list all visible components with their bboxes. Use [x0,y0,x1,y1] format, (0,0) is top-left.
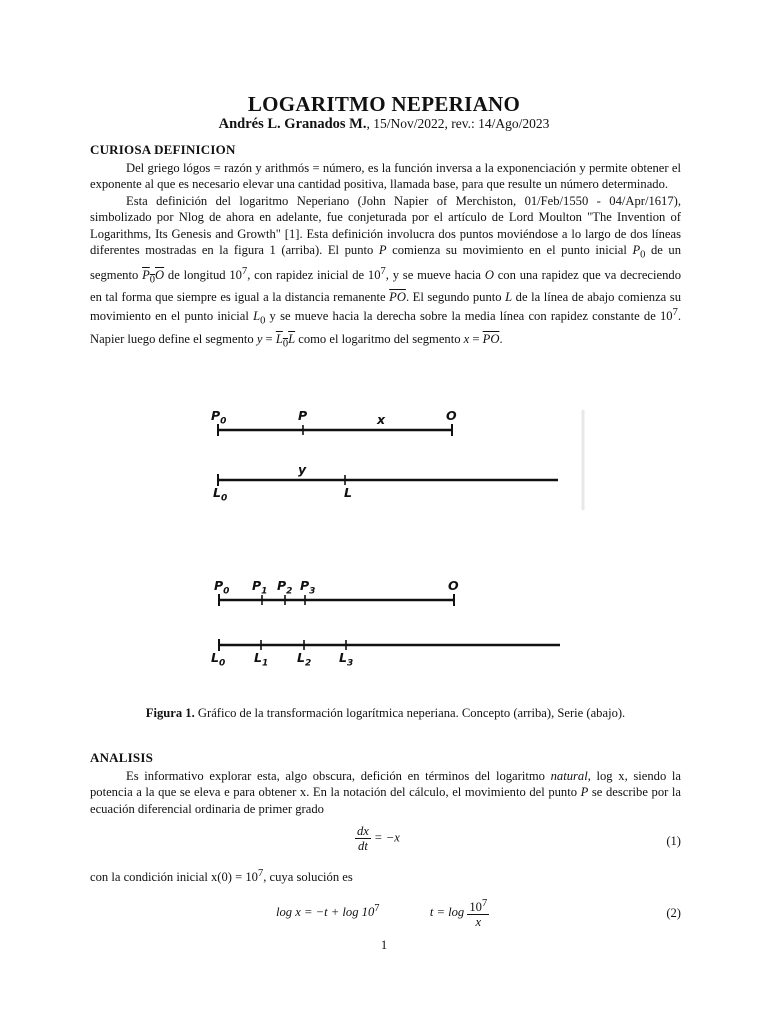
figure-1 [0,380,768,680]
label-series-l3: $L_3$ [339,650,354,669]
label-series-p1: $P_1$ [252,578,268,597]
label-y: y [298,462,307,477]
section-heading-curiosa: CURIOSA DEFINICION [90,142,236,157]
label-series-o: O [448,578,459,593]
paragraph-4: con la condición inicial $x(0) = 10^7$, cuya solución es [90,868,353,885]
equation-1: $\frac{dx}{dt}$ = −x [357,824,400,853]
label-series-l1: $L_1$ [254,650,269,669]
date-info: , 15/Nov/2022, rev.: 14/Ago/2023 [366,116,550,131]
label-p0: $P_0$ [211,408,227,427]
paragraph-3: Es informativo explorar esta, algo obscura, defición en términos del logaritmo natural, log x, siendo la potencia a la que se eleva e para obtener x. En la notación del cálculo, el movimiento del punto P se describe por la ecuación diferencial ordinaria de primer grado [90,769,682,816]
label-series-p2: $P_2$ [277,578,293,597]
label-l0: $L_0$ [213,485,228,504]
equation-1-number: (1) [666,834,681,848]
section-heading-analisis: ANALISIS [90,750,154,765]
page-number: 1 [380,938,388,952]
page-title: LOGARITMO NEPERIANO [247,92,521,116]
label-series-p0: $P_0$ [214,578,230,597]
figure-caption: Figura 1. Gráfico de la transformación logarítmica neperiana. Concepto (arriba), Serie (abajo). [145,706,626,720]
label-series-p3: $P_3$ [300,578,316,597]
section2-body [90,768,681,817]
author-name: Andrés L. Granados M. [218,116,367,132]
label-o: O [446,408,457,423]
equation-2-number: (2) [666,906,681,920]
paragraph-1: Del griego lógos = razón y arithmós = número, es la función inversa a la exponenciación y permite obtener el exponente al que es necesario elevar una cantidad positiva, llamada base, para que resulte un número determinado. [90,161,681,192]
byline [0,116,768,133]
paragraph-2: Esta definición del logaritmo Neperiano (John Napier of Merchiston, 01/Feb/1550 - 04/Apr/1617), simbolizado por Nlog de ahora en adelante, fue conjeturada por el artículo de Lord Moulton "The Invention of Logarithms, Its Genesis and Growth" [1]. Esta definición involucra dos puntos moviéndose a lo largo de dos líneas diferentes mostradas en la figura 1 (arriba). El punto P comienza su movimiento en el punto inicial $P_0$ de un segmento $P_0O$ de longitud $10^7$, con rapidez inicial de $10^7$, y se mueve hacia O con una rapidez que va decreciendo en tal forma que siempre es igual a la distancia remanente $\overline{PO}$. El segundo punto L de la línea de abajo comienza su movimiento en el punto inicial $L_0$ y se mueve hacia la derecha sobre la media línea con rapidez constante de $10^7$. Napier luego define el segmento $y = L_0L$ como el logaritmo del segmento $x = \overline{PO}$. [90,193,682,350]
equation-2: $\log x = -t + \log 10^7$ t = log $\frac{10^7}{x}$ [276,898,488,930]
label-l: L [344,485,352,500]
label-series-l0: $L_0$ [211,650,226,669]
label-series-l2: $L_2$ [297,650,312,669]
section1-body [90,160,681,353]
label-p: P [298,408,308,423]
label-x: x [377,412,386,427]
